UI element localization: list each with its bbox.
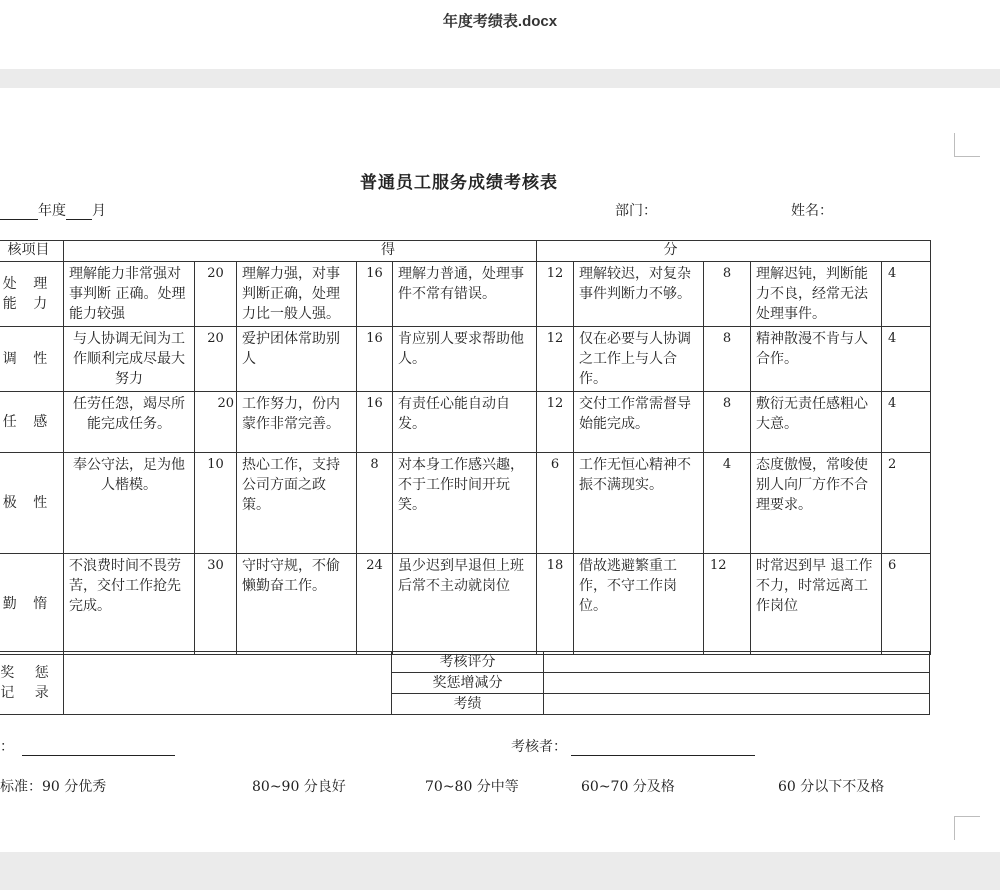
level-score[interactable]: 2 (882, 453, 931, 554)
level-score[interactable]: 4 (882, 392, 931, 453)
adjustment-field[interactable] (544, 673, 930, 694)
level-text[interactable]: 时常迟到早 退工作不力，时常远离工作岗位 (751, 554, 882, 655)
level-text[interactable]: 守时守规，不偷懒勤奋工作。 (237, 554, 357, 655)
month-label: 月 (92, 203, 106, 219)
score-header-right: 分 (537, 241, 931, 262)
level-text[interactable]: 态度傲慢，常唆使别人向厂方作不合理要求。 (751, 453, 882, 554)
performance-field[interactable] (544, 694, 930, 715)
level-text[interactable]: 肯应别人要求帮助他人。 (393, 327, 537, 392)
name-label: 姓名： (791, 203, 833, 219)
page-gap-top (0, 69, 1000, 88)
reviewer-label: 考核者： (511, 739, 567, 755)
dept-label: 部门： (615, 203, 657, 219)
year-blank[interactable] (0, 206, 38, 220)
window-titlebar (0, 0, 1000, 38)
level-text[interactable]: 任劳任怨，竭尽所能完成任务。 (64, 392, 195, 453)
level-score[interactable]: 12 (537, 327, 574, 392)
level-score[interactable]: 16 (357, 262, 393, 327)
adjustment-label: 奖惩增减分 (392, 673, 544, 694)
level-score[interactable]: 6 (537, 453, 574, 554)
level-score[interactable]: 8 (704, 392, 751, 453)
level-text[interactable]: 理解迟钝，判断能力不良，经常无法 处理事件。 (751, 262, 882, 327)
standard-fail: 60 分以下不及格 (778, 779, 885, 795)
level-text[interactable]: 工作无恒心精神不振不满现实。 (574, 453, 704, 554)
document-title: 年度考绩表.docx (442, 13, 558, 30)
score-field[interactable] (544, 652, 930, 673)
year-month-line (0, 200, 106, 220)
standard-excellent: 标准：90 分优秀 (0, 779, 107, 795)
form-title: 普通员工服务成绩考核表 (360, 173, 558, 193)
level-text[interactable]: 理解力强，对事判断正确，处理力比一般人强。 (237, 262, 357, 327)
month-blank[interactable] (66, 206, 92, 220)
reviewer-signature (511, 736, 755, 756)
standard-medium: 70~80 分中等 (425, 779, 519, 795)
reviewer-blank[interactable] (571, 742, 755, 756)
level-text[interactable]: 理解较迟，对复杂事件判断力不够。 (574, 262, 704, 327)
level-score[interactable]: 16 (357, 327, 393, 392)
signature-left: ： (0, 736, 175, 756)
level-score[interactable]: 18 (537, 554, 574, 655)
level-text[interactable]: 奉公守法，足为他人楷模。 (64, 453, 195, 554)
table-row (0, 327, 931, 392)
level-score[interactable]: 12 (537, 392, 574, 453)
year-label: 年度 (38, 203, 66, 219)
level-score[interactable]: 4 (882, 262, 931, 327)
level-score[interactable]: 8 (704, 262, 751, 327)
item-header: 核项目 (0, 241, 64, 262)
row-item: 处 理 能 力 (0, 262, 64, 327)
row-item: 任 感 (0, 392, 64, 453)
table-row (0, 453, 931, 554)
level-score[interactable]: 8 (357, 453, 393, 554)
level-text[interactable]: 爱护团体常助别人 (237, 327, 357, 392)
page-gap-bottom (0, 852, 1000, 890)
level-score[interactable]: 24 (357, 554, 393, 655)
table-row (0, 554, 931, 655)
margin-corner-mark (954, 133, 980, 157)
level-text[interactable]: 敷衍无责任感粗心大意。 (751, 392, 882, 453)
level-text[interactable]: 虽少迟到早退但上班后常不主动就岗位 (393, 554, 537, 655)
document-page[interactable] (0, 88, 1000, 852)
score-header-left: 得 (64, 241, 537, 262)
score-label: 考核评分 (392, 652, 544, 673)
level-text[interactable]: 对本身工作感兴趣，不于工作时间开玩笑。 (393, 453, 537, 554)
level-text[interactable]: 热心工作，支持公司方面之政策。 (237, 453, 357, 554)
level-text[interactable]: 不浪费时间不畏劳苦，交付工作抢先完成。 (64, 554, 195, 655)
table-row (0, 392, 931, 453)
level-score[interactable]: 4 (704, 453, 751, 554)
level-score[interactable]: 20 (195, 262, 237, 327)
row-item: 调 性 (0, 327, 64, 392)
table-header-row (0, 241, 931, 262)
level-text[interactable]: 精神散漫不肯与人合作。 (751, 327, 882, 392)
level-score[interactable]: 20 (195, 327, 237, 392)
level-text[interactable]: 交付工作常需督导始能完成。 (574, 392, 704, 453)
level-score[interactable]: 16 (357, 392, 393, 453)
level-text[interactable]: 理解力普通，处理事件不常有错误。 (393, 262, 537, 327)
reward-notes-field[interactable] (64, 652, 392, 715)
level-text[interactable]: 理解能力非常强对事判断 正确。处理能力较强 (64, 262, 195, 327)
level-text[interactable]: 工作努力，份内蒙作非常完善。 (237, 392, 357, 453)
level-score[interactable]: 10 (195, 453, 237, 554)
performance-label: 考绩 (392, 694, 544, 715)
appraisal-table (0, 240, 931, 655)
margin-corner-mark (954, 816, 980, 840)
signature-left-blank[interactable] (22, 742, 175, 756)
level-score[interactable]: 30 (195, 554, 237, 655)
level-score[interactable]: 8 (704, 327, 751, 392)
standard-good: 80~90 分良好 (252, 779, 346, 795)
level-text[interactable]: 有责任心能自动自发。 (393, 392, 537, 453)
row-item: 极 性 (0, 453, 64, 554)
level-score[interactable]: 20 (195, 392, 237, 453)
level-text[interactable]: 与人协调无间为工作顺利完成尽最大努力 (64, 327, 195, 392)
table-row (0, 262, 931, 327)
level-text[interactable]: 借故逃避繁重工作，不守工作岗位。 (574, 554, 704, 655)
row-item: 勤 惰 (0, 554, 64, 655)
level-text[interactable]: 仅在必要与人协调之工作上与人合作。 (574, 327, 704, 392)
standard-pass: 60~70 分及格 (581, 779, 675, 795)
reward-item: 奖 惩 记 录 (0, 652, 64, 715)
level-score[interactable]: 6 (882, 554, 931, 655)
level-score[interactable]: 12 (704, 554, 751, 655)
reward-summary-table (0, 651, 930, 715)
level-score[interactable]: 4 (882, 327, 931, 392)
level-score[interactable]: 12 (537, 262, 574, 327)
